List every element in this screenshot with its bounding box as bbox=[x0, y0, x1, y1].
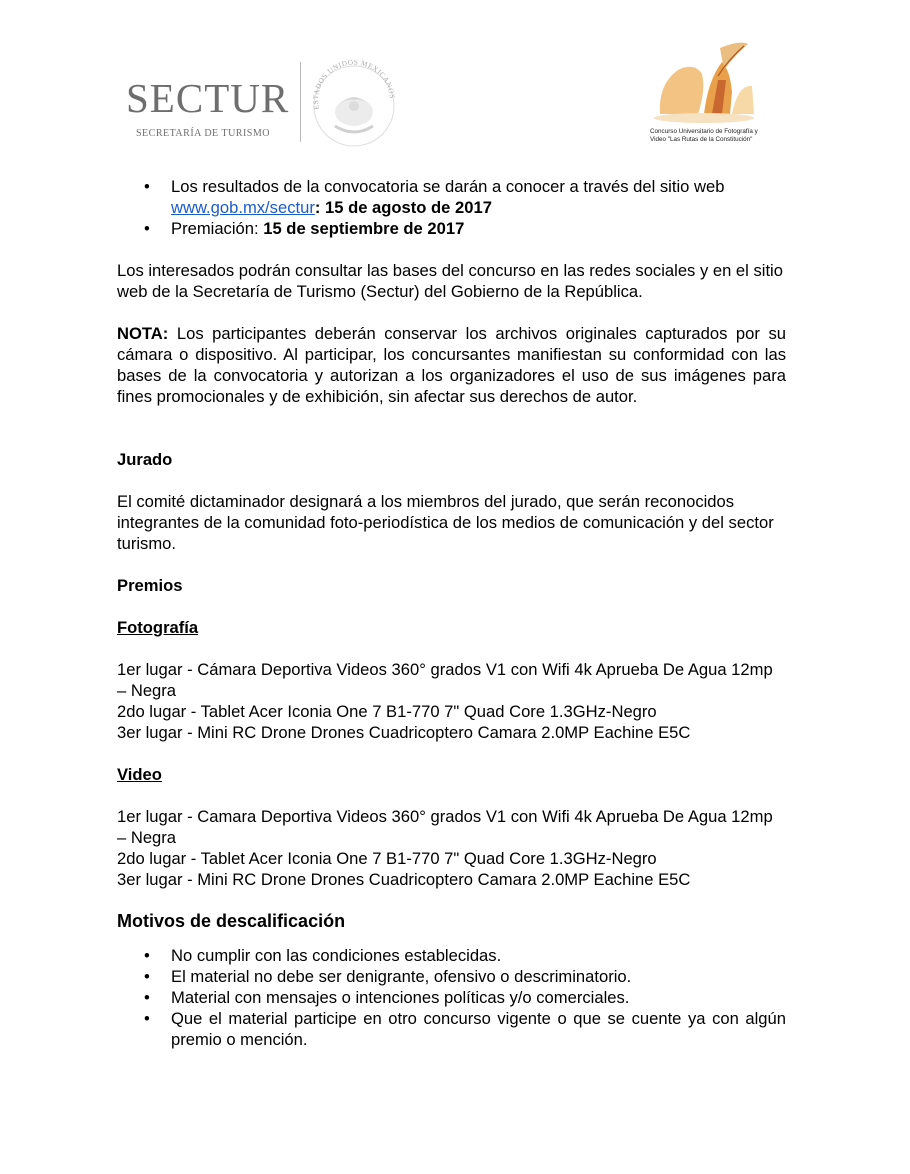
contest-caption-line2: Video "Las Rutas de la Constitución" bbox=[650, 135, 753, 143]
list-item bbox=[117, 1008, 786, 1050]
awards-date: 15 de septiembre de 2017 bbox=[263, 219, 465, 238]
mexican-seal-icon bbox=[305, 54, 403, 152]
jurado-paragraph: El comité dictaminador designará a los miembros del jurado, que serán reconocidos integrantes de la comunidad foto-periodística de los medios de comunicación y del sector turismo. bbox=[117, 492, 774, 553]
prize-item: 3er lugar - Mini RC Drone Drones Cuadricoptero Camara 2.0MP Eachine E5C bbox=[117, 723, 691, 742]
prize-item: 2do lugar - Tablet Acer Iconia One 7 B1-770 7" Quad Core 1.3GHz-Negro bbox=[117, 849, 657, 868]
list-item-text: No cumplir con las condiciones establecidas. bbox=[171, 946, 502, 965]
fotografia-prizes bbox=[117, 659, 786, 743]
contest-logo-icon bbox=[648, 40, 758, 126]
prize-item: 1er lugar - Camara Deportiva Videos 360° grados V1 con Wifi 4k Aprueba De Agua 12mp – Negra bbox=[117, 807, 773, 847]
seal-ring-text: ESTADOS UNIDOS MEXICANOS bbox=[311, 58, 397, 111]
contest-caption bbox=[650, 128, 768, 143]
list-item bbox=[117, 176, 786, 218]
list-item bbox=[117, 945, 786, 966]
bullet-icon: • bbox=[144, 946, 150, 965]
sectur-subtitle: SECRETARÍA DE TURISMO bbox=[136, 128, 270, 139]
header-divider bbox=[300, 62, 301, 142]
list-item bbox=[117, 966, 786, 987]
document-body bbox=[117, 176, 786, 1050]
descalificacion-heading: Motivos de descalificación bbox=[117, 911, 346, 931]
results-text: Los resultados de la convocatoria se darán a conocer a través del sitio web bbox=[171, 177, 725, 196]
bullet-icon: • bbox=[144, 219, 150, 238]
video-prizes bbox=[117, 806, 786, 890]
list-item-text: Que el material participe en otro concurso vigente o que se cuente ya con algún premio o mención. bbox=[171, 1009, 786, 1049]
sectur-logo bbox=[126, 75, 290, 139]
bullet-icon: • bbox=[144, 1009, 150, 1028]
list-item-text: El material no debe ser denigrante, ofensivo o descriminatorio. bbox=[171, 967, 632, 986]
contest-caption-line1: Concurso Universitario de Fotografía y bbox=[650, 128, 758, 135]
video-heading: Video bbox=[117, 765, 162, 784]
nota-text: Los participantes deberán conservar los archivos originales capturados por su cámara o dispositivo. Al participar, los concursantes manifiestan su conformidad con las bases de la convocatoria y autorizan a los organizadores el uso de sus imágenes para fines promocionales y de exhibición, sin afectar sus derechos de autor. bbox=[117, 324, 786, 406]
bullet-icon: • bbox=[144, 177, 150, 196]
premios-heading: Premios bbox=[117, 576, 183, 595]
bullet-icon: • bbox=[144, 988, 150, 1007]
list-item bbox=[117, 987, 786, 1008]
nota-label: NOTA: bbox=[117, 324, 169, 343]
awards-label: Premiación: bbox=[171, 219, 264, 238]
list-item-text: Material con mensajes o intenciones políticas y/o comerciales. bbox=[171, 988, 630, 1007]
jurado-heading: Jurado bbox=[117, 450, 173, 469]
results-date: : 15 de agosto de 2017 bbox=[314, 198, 492, 217]
prize-item: 1er lugar - Cámara Deportiva Videos 360° grados V1 con Wifi 4k Aprueba De Agua 12mp – Negra bbox=[117, 660, 773, 700]
sectur-wordmark: SECTUR bbox=[126, 75, 290, 121]
dates-list bbox=[117, 176, 786, 239]
consult-paragraph: Los interesados podrán consultar las bases del concurso en las redes sociales y en el sitio web de la Secretaría de Turismo (Sectur) del Gobierno de la República. bbox=[117, 261, 783, 301]
bullet-icon: • bbox=[144, 967, 150, 986]
nota-paragraph bbox=[117, 323, 786, 407]
descalificacion-list bbox=[117, 945, 786, 1050]
fotografia-heading: Fotografía bbox=[117, 618, 199, 637]
prize-item: 3er lugar - Mini RC Drone Drones Cuadricoptero Camara 2.0MP Eachine E5C bbox=[117, 870, 691, 889]
sectur-website-link[interactable]: www.gob.mx/sectur bbox=[171, 198, 315, 217]
prize-item: 2do lugar - Tablet Acer Iconia One 7 B1-770 7" Quad Core 1.3GHz-Negro bbox=[117, 702, 657, 721]
list-item bbox=[117, 218, 786, 239]
